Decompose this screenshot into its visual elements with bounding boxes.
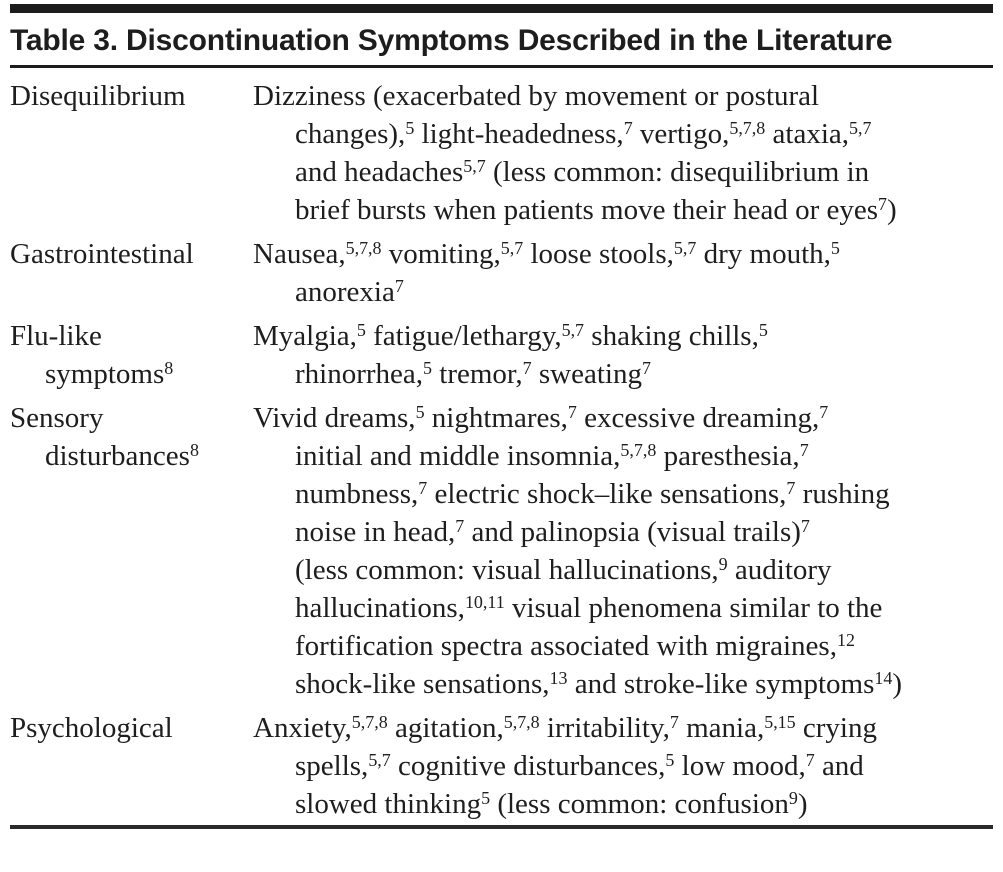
category-line: Flu-like <box>10 320 102 352</box>
reference-superscript: 5,7,8 <box>351 712 388 733</box>
reference-superscript: 12 <box>836 630 855 651</box>
reference-superscript: 8 <box>189 440 199 461</box>
description-cell <box>253 235 993 311</box>
description-cell <box>253 77 993 229</box>
reference-superscript: 5 <box>405 118 415 139</box>
description-line: changes),$^5$ light-headedness,$^7$ vertigo,$^{5,7,8}$ ataxia,$^{5,7}$ <box>295 118 872 150</box>
reference-superscript: 5,7,8 <box>503 712 540 733</box>
reference-superscript: 5,7,8 <box>620 440 657 461</box>
description-line: shock-like sensations,$^{13}$ and stroke-like symptoms$^{14}$) <box>295 668 903 700</box>
reference-superscript: 7 <box>394 276 404 297</box>
reference-superscript: 7 <box>878 194 888 215</box>
category-cell <box>10 399 253 475</box>
description-line: anorexia$^7$ <box>295 276 404 308</box>
reference-superscript: 5,7 <box>463 156 486 177</box>
reference-superscript: 14 <box>874 668 893 689</box>
paper-table-figure <box>0 4 1003 872</box>
reference-superscript: 5 <box>415 402 425 423</box>
reference-superscript: 5 <box>423 358 433 379</box>
reference-superscript: 9 <box>788 788 798 809</box>
reference-superscript: 5,7 <box>368 750 391 771</box>
reference-superscript: 5 <box>830 238 840 259</box>
category-cell <box>10 709 253 747</box>
reference-superscript: 5,7 <box>500 238 524 259</box>
table-row <box>10 709 993 823</box>
reference-superscript: 7 <box>786 478 796 499</box>
description-line: rhinorrhea,$^5$ tremor,$^7$ sweating$^7$ <box>295 358 651 390</box>
reference-superscript: 9 <box>718 554 728 575</box>
description-line: Myalgia,$^5$ fatigue/lethargy,$^{5,7}$ shaking chills,$^5$ <box>253 320 768 352</box>
category-line: symptoms$^8$ <box>45 358 174 390</box>
reference-superscript: 8 <box>164 358 174 379</box>
description-line: Dizziness (exacerbated by movement or postural <box>253 80 820 112</box>
reference-superscript: 7 <box>418 478 428 499</box>
reference-superscript: 7 <box>800 516 810 537</box>
reference-superscript: 5,7,8 <box>345 238 382 259</box>
category-line: Psychological <box>10 712 173 744</box>
description-line: (less common: visual hallucinations,$^9$ auditory <box>295 554 832 586</box>
description-line: and headaches$^{5,7}$ (less common: disequilibrium in <box>295 156 870 188</box>
category-line: Disequilibrium <box>10 80 186 112</box>
reference-superscript: 7 <box>455 516 465 537</box>
table-bottom-rule <box>10 825 993 829</box>
reference-superscript: 7 <box>522 358 532 379</box>
reference-superscript: 5 <box>356 320 366 341</box>
table-row <box>10 399 993 703</box>
reference-superscript: 5,7 <box>561 320 585 341</box>
description-line: noise in head,$^7$ and palinopsia (visual trails)$^7$ <box>295 516 810 548</box>
category-line: disturbances$^8$ <box>45 440 199 472</box>
description-line: initial and middle insomnia,$^{5,7,8}$ paresthesia,$^7$ <box>295 440 809 472</box>
category-cell <box>10 235 253 273</box>
table-row <box>10 77 993 229</box>
description-cell <box>253 317 993 393</box>
reference-superscript: 5 <box>481 788 491 809</box>
description-cell <box>253 399 993 703</box>
reference-superscript: 5 <box>665 750 675 771</box>
table-top-rule <box>10 4 993 13</box>
reference-superscript: 7 <box>799 440 809 461</box>
reference-superscript: 5 <box>758 320 768 341</box>
reference-superscript: 7 <box>641 358 651 379</box>
reference-superscript: 7 <box>669 712 679 733</box>
description-line: slowed thinking$^5$ (less common: confusion$^9$) <box>295 788 808 820</box>
category-line: Sensory <box>10 402 104 434</box>
reference-superscript: 7 <box>623 118 633 139</box>
reference-superscript: 10,11 <box>464 592 505 613</box>
description-cell <box>253 709 993 823</box>
reference-superscript: 5,7,8 <box>729 118 766 139</box>
description-line: brief bursts when patients move their head or eyes$^7$) <box>295 194 897 226</box>
table-title: Table 3. Discontinuation Symptoms Described in the Literature <box>10 24 893 57</box>
reference-superscript: 5,7 <box>673 238 697 259</box>
reference-superscript: 7 <box>819 402 829 423</box>
description-line: hallucinations,$^{10,11}$ visual phenomena similar to the <box>295 592 883 624</box>
reference-superscript: 7 <box>567 402 577 423</box>
table-row <box>10 235 993 311</box>
category-cell <box>10 77 253 115</box>
reference-superscript: 5,7 <box>849 118 872 139</box>
description-line: Nausea,$^{5,7,8}$ vomiting,$^{5,7}$ loose stools,$^{5,7}$ dry mouth,$^5$ <box>253 238 840 270</box>
table-body <box>10 77 993 823</box>
description-line: spells,$^{5,7}$ cognitive disturbances,$^5$ low mood,$^7$ and <box>295 750 864 782</box>
description-line: Anxiety,$^{5,7,8}$ agitation,$^{5,7,8}$ irritability,$^7$ mania,$^{5,15}$ crying <box>253 712 877 744</box>
table-header-rule <box>10 65 993 68</box>
reference-superscript: 7 <box>805 750 815 771</box>
category-line: Gastrointestinal <box>10 238 194 270</box>
reference-superscript: 5,15 <box>764 712 796 733</box>
description-line: numbness,$^7$ electric shock–like sensations,$^7$ rushing <box>295 478 890 510</box>
description-line: Vivid dreams,$^5$ nightmares,$^7$ excessive dreaming,$^7$ <box>253 402 829 434</box>
category-cell <box>10 317 253 393</box>
description-line: fortification spectra associated with migraines,$^{12}$ <box>295 630 855 662</box>
reference-superscript: 13 <box>549 668 568 689</box>
table-row <box>10 317 993 393</box>
